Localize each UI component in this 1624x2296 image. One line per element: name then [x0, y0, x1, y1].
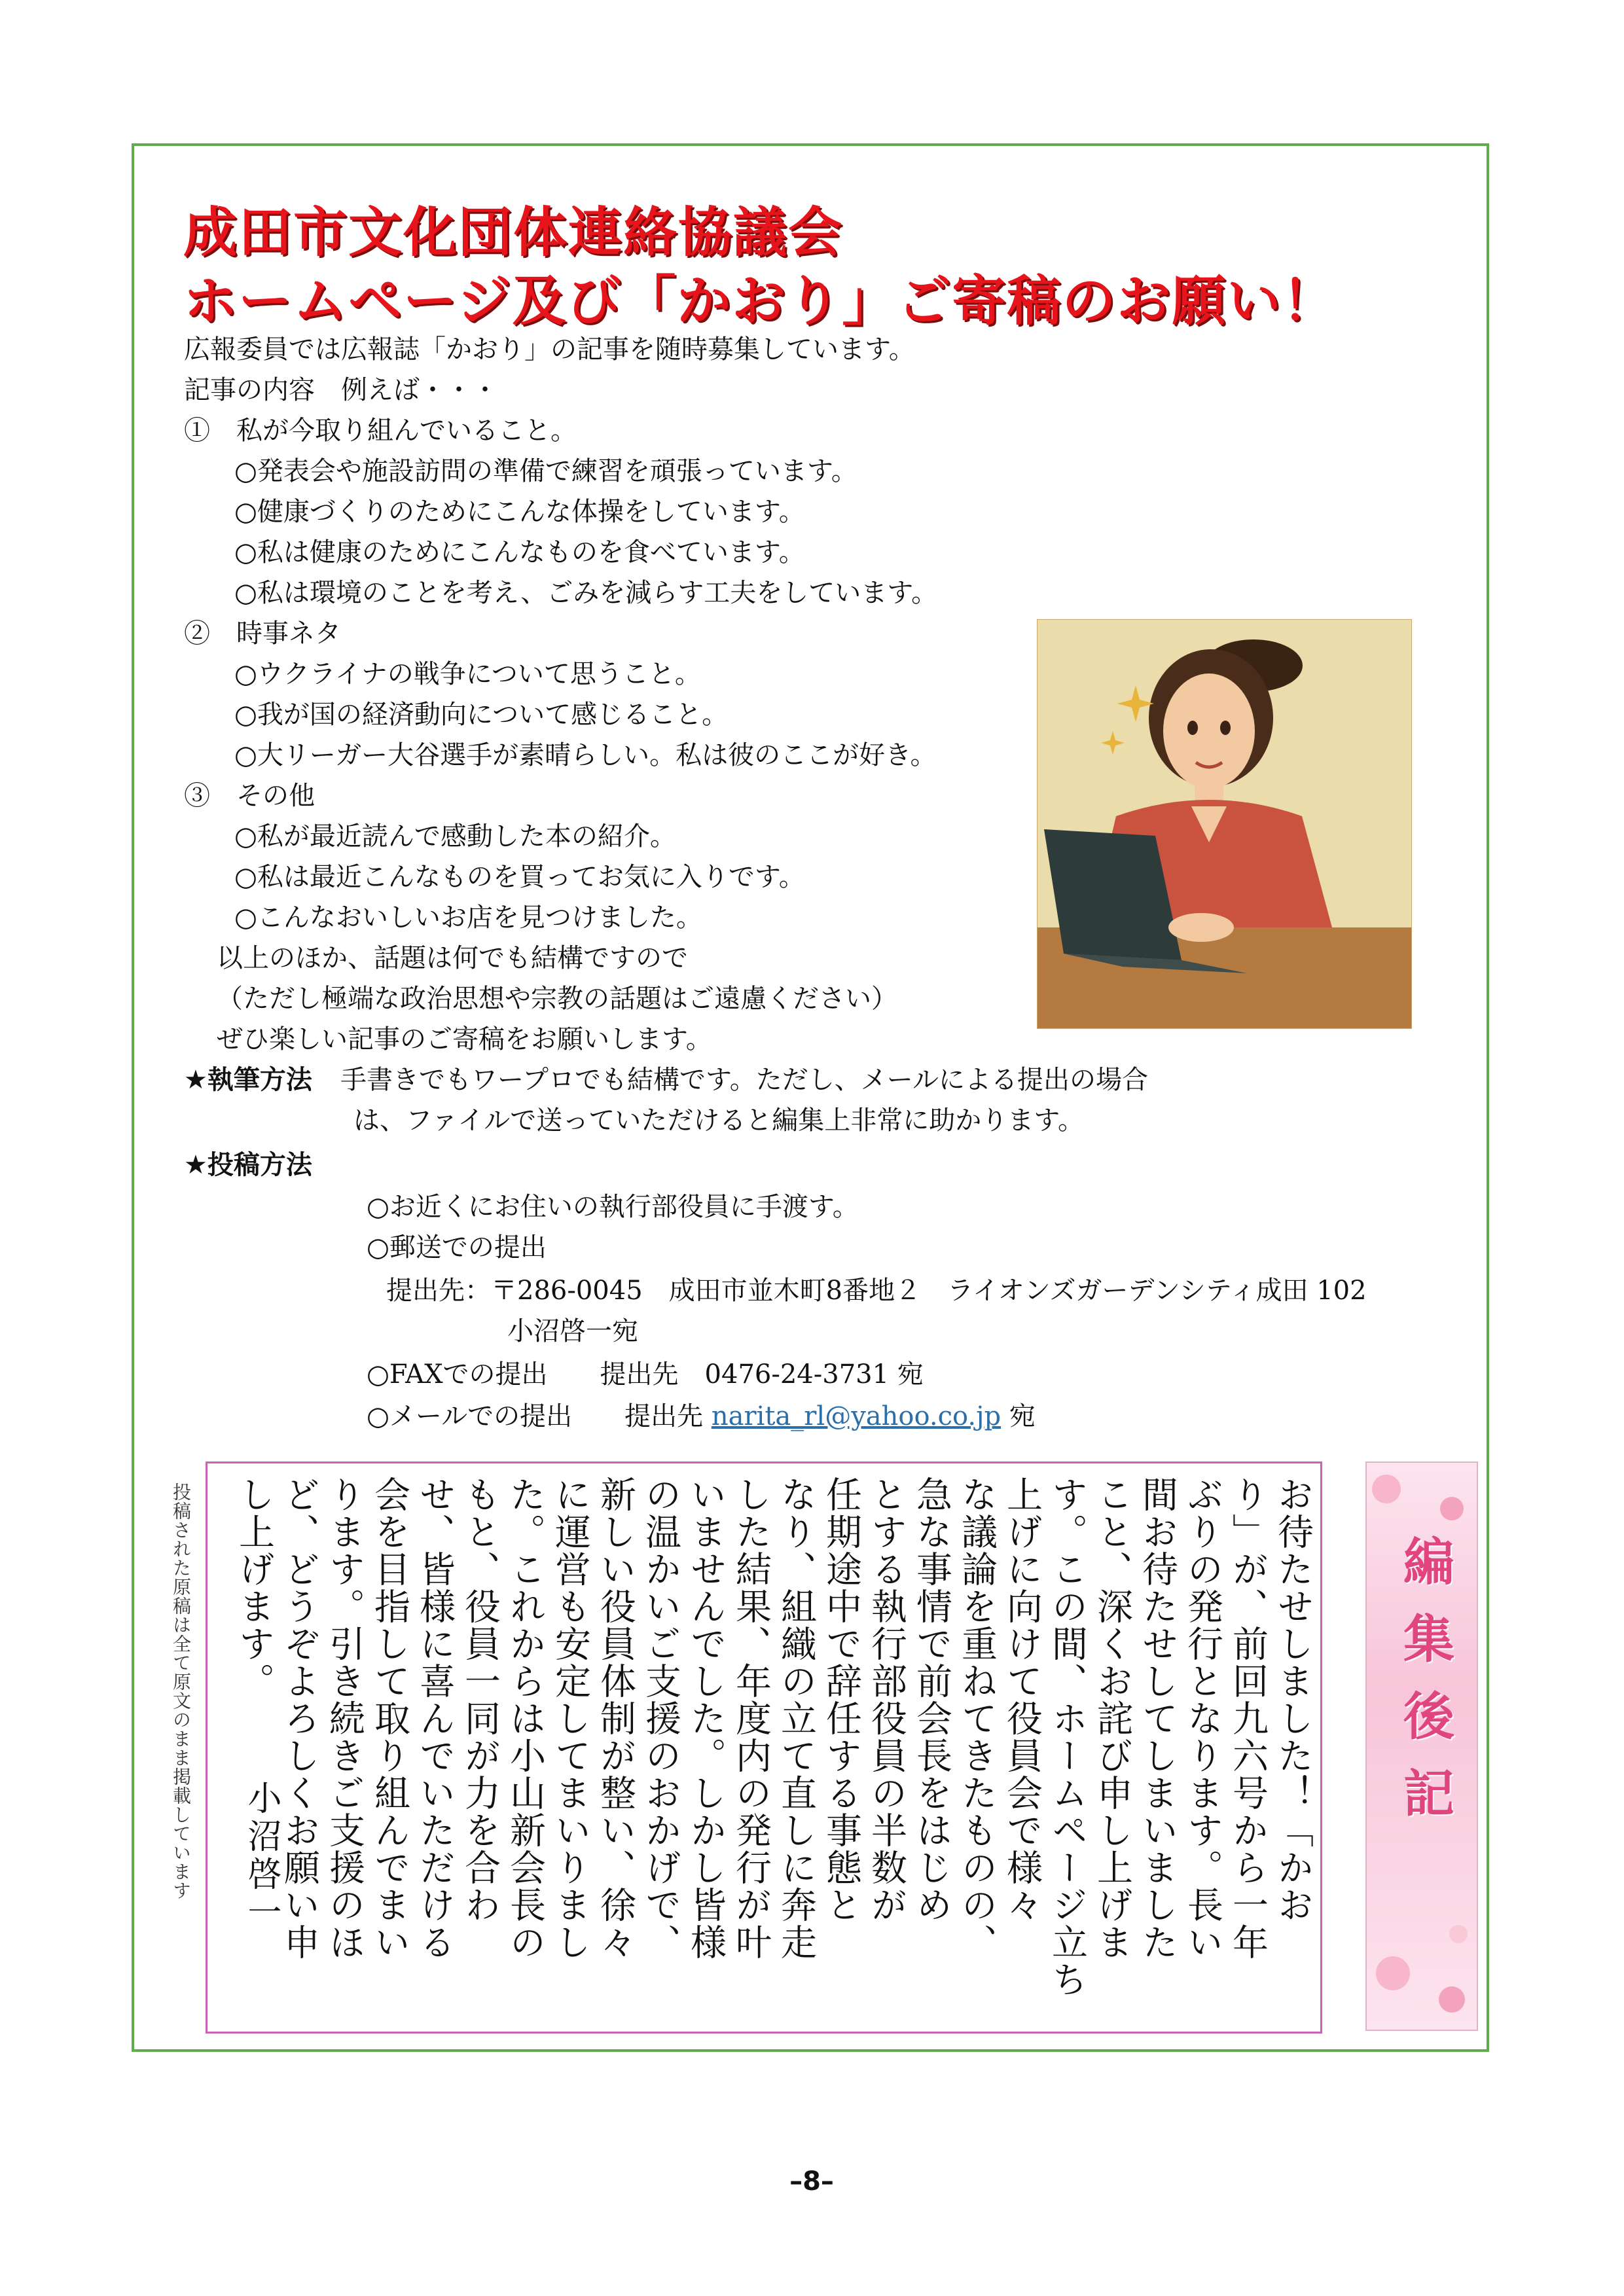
page-title-line2: ホームページ及び「かおり」ご寄稿のお願い！: [183, 270, 1337, 332]
editor-note-label: 編集後記: [1395, 1535, 1454, 1844]
editor-note-column: に運営も安定してまいりまし: [549, 1476, 591, 1961]
blossom-icon: [1449, 1925, 1468, 1943]
editor-note-column: せ、皆様に喜んでいただける: [414, 1476, 456, 1961]
intro-text: 広報委員では広報誌「かおり」の記事を随時募集しています。: [184, 334, 915, 365]
section-2-item: ○大リーガー大谷選手が素晴らしい。私は彼のここが好き。: [234, 740, 937, 770]
submission-recipient: 小沼啓一宛: [507, 1316, 638, 1346]
editor-note-column: とする執行部役員の半数が: [865, 1476, 907, 1924]
blossom-icon: [1372, 1475, 1401, 1503]
editor-signature: 小沼啓一: [242, 1780, 281, 1932]
editor-note-column: 会を目指して取り組んでまい: [369, 1476, 410, 1961]
section-3-heading: ③ その他: [184, 781, 315, 811]
editor-note-column: 上げに向けて役員会で様々: [1001, 1476, 1043, 1924]
writing-method-label: ★執筆方法: [184, 1065, 312, 1095]
closing-line: 以上のほか、話題は何でも結構ですので: [217, 943, 688, 973]
section-2-heading: ② 時事ネタ: [184, 619, 341, 649]
page-number: –8–: [789, 2166, 834, 2197]
editor-note-column: の温かいご支援のおかげで、: [640, 1476, 681, 1961]
closing-line: （ただし極端な政治思想や宗教の話題はご遠慮ください）: [217, 984, 897, 1014]
submission-fax: ○FAXでの提出 提出先 0476-24-3731 宛: [367, 1359, 924, 1390]
woman-laptop-illustration: [1037, 619, 1412, 1029]
side-note: 投稿された原稿は全て原文のまま掲載しています: [170, 1482, 192, 1900]
examples-heading: 記事の内容 例えば・・・: [184, 375, 498, 405]
submission-email-link[interactable]: narita_rl@yahoo.co.jp: [711, 1401, 1001, 1431]
editor-note-column: り」が、前回九六号から一年: [1227, 1476, 1269, 1961]
editor-note-column: 急な事情で前会長をはじめ: [911, 1476, 952, 1924]
section-1-item: ○発表会や施設訪問の準備で練習を頑張っています。: [234, 456, 857, 486]
submission-mail: ○郵送での提出: [367, 1232, 547, 1263]
editor-note-column: お待たせしました！「かお: [1272, 1476, 1314, 1924]
editor-note-column: 新しい役員体制が整い、徐々: [594, 1476, 636, 1961]
submission-email-suffix: 宛: [1009, 1401, 1036, 1431]
submission-label: ★投稿方法: [184, 1150, 312, 1180]
writing-method-line1: 手書きでもワープロでも結構です。ただし、メールによる提出の場合: [340, 1065, 1148, 1095]
editor-note-column: ります。引き続きご支援のほ: [323, 1476, 365, 1961]
section-1-item: ○私は環境のことを考え、ごみを減らす工夫をしています。: [234, 578, 938, 608]
submission-hand: ○お近くにお住いの執行部役員に手渡す。: [367, 1192, 859, 1222]
editor-note-column: もと、役員一同が力を合わ: [459, 1476, 501, 1924]
editor-note-column: した結果、年度内の発行が叶: [730, 1476, 772, 1961]
closing-line: ぜひ楽しい記事のご寄稿をお願いします。: [217, 1024, 712, 1054]
editor-note-label-panel: [1365, 1462, 1478, 2031]
editor-note-column: いませんでした。しかし皆様: [685, 1476, 727, 1961]
face: [1163, 673, 1255, 789]
section-3-item: ○こんなおいしいお店を見つけました。: [234, 903, 702, 933]
illustration-svg: [1038, 620, 1411, 1028]
blossom-icon: [1376, 1956, 1410, 1990]
editor-note-column: 任期途中で辞任する事態と: [820, 1476, 862, 1924]
submission-email-row: [367, 1401, 1036, 1432]
section-3-item: ○私が最近読んで感動した本の紹介。: [234, 821, 676, 852]
editor-note-column: こと、深くお詫び申し上げま: [1091, 1476, 1133, 1961]
editor-note-column: し上げます。: [233, 1476, 275, 1700]
blossom-icon: [1439, 1986, 1465, 2013]
hands: [1168, 913, 1234, 942]
editor-note-column: なり、組織の立て直しに奔走: [775, 1476, 817, 1961]
section-1-item: ○健康づくりのためにこんな体操をしています。: [234, 497, 805, 527]
submission-email-prefix: ○メールでの提出 提出先: [367, 1401, 704, 1431]
editor-note-column: す。この間、ホームページ立ち: [1046, 1476, 1088, 1998]
editor-note-column: な議論を重ねてきたものの、: [956, 1476, 998, 1961]
editor-note-column: た。これからは小山新会長の: [504, 1476, 546, 1961]
right-eye: [1220, 721, 1231, 735]
section-3-item: ○私は最近こんなものを買ってお気に入りです。: [234, 862, 805, 892]
editor-note-column: ぶりの発行となります。長い: [1182, 1476, 1223, 1961]
page-title-line1: 成田市文化団体連絡協議会: [183, 202, 844, 264]
section-1-heading: ① 私が今取り組んでいること。: [184, 416, 577, 446]
blossom-icon: [1440, 1497, 1464, 1520]
section-2-item: ○ウクライナの戦争について思うこと。: [234, 659, 701, 689]
writing-method-line2: は、ファイルで送っていただけると編集上非常に助かります。: [353, 1105, 1084, 1136]
editor-note-column: 間お待たせしてしまいました: [1136, 1476, 1178, 1961]
section-1-item: ○私は健康のためにこんなものを食べています。: [234, 537, 805, 567]
submission-address: 提出先：〒286-0045 成田市並木町8番地２ ライオンズガーデンシティ成田 102: [386, 1276, 1367, 1306]
left-eye: [1187, 721, 1198, 735]
section-2-item: ○我が国の経済動向について感じること。: [234, 700, 729, 730]
editor-note-column: ど、どうぞよろしくお願い申: [278, 1476, 320, 1961]
